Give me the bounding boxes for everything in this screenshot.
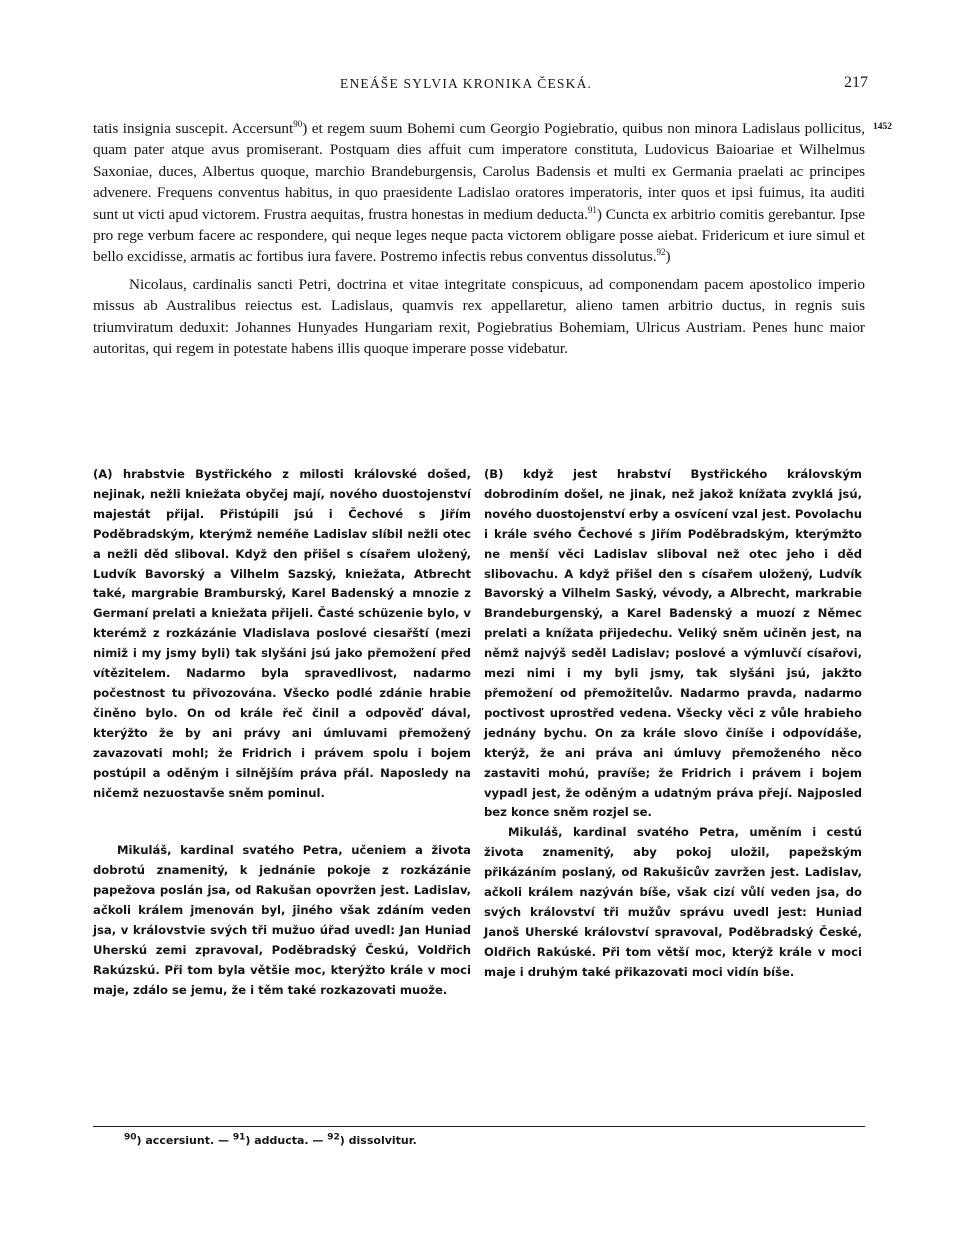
footnote-text-90: ) accersiunt. — (136, 1134, 233, 1147)
latin-p1-text-4: ) (665, 248, 671, 266)
column-a-paragraph-2: Mikuláš, kardinal svatého Petra, učeniem a života dobrotú znamenitý, k jednánie pokoje z rozkázánie papežova poslán jsa, od Rakušan opovržen jest. Ladislav, ačkoli králem jmenován byl, jiného však zdáním veden jsa, v královstvie svých tři mužuo úřad uvedl: Jan Huniad Uherskú zemi zpravoval, Poděbradský Českú, Voldřich Rakúzskú. Při tom byla většie moc, kterýžto krále v moci maje, zdálo se jemu, že i těm také rozkazovati muože. (93, 843, 471, 997)
latin-paragraph-1 (93, 118, 865, 268)
page-number: 217 (844, 74, 868, 91)
footnote-ref-92: 92 (656, 247, 666, 258)
footnote-text-92: ) dissolvitur. (339, 1134, 417, 1147)
column-b-paragraph-1 (484, 465, 862, 823)
footnote-divider (93, 1126, 865, 1127)
latin-text (93, 118, 865, 359)
footnote-number-90: 90 (124, 1132, 137, 1143)
column-a-paragraph-1 (93, 465, 471, 803)
column-a-text-1: hrabstvie Bystřického z milosti královské došed, nejinak, nežli kniežata obyčej mají, nového duostojenství majestát přijal. Přistúpili jsú i Čechové s Jiřím Poděbradským, kterýmž neméňe Ladislav slíbil nežli otec a nežli děd sliboval. Když den přišel s císařem uložený, Ludvík Bavorský a Vilhelm Sazský, kniežata, Atbrecht také, margrabie Bramburský, Karel Badenský a mnozie z Germaní prelati a kniežata přijeli. Časté schüzenie bylo, v kterémž z rozkázánie Vladislava poslové ciesařští (mezi nimiž i my jsmy byli) tak slyšáni jsú jako přemožení před vítězitelem. Nadarmo byla spravedlivost, nadarmo počestnost tu přivozována. Všecko podlé zdánie hrabie činěno bylo. On od krále řeč činil a odpověď dával, kterýžto že by ani právy ani úmluvami přemožený zavazovati mohl; že Fridrich i právem spolu i bojem postúpil a oděným i silnějším práva přál. Naposledy na ničemž nezuostavše sněm pominul. (93, 467, 472, 800)
czech-column-a (93, 465, 471, 1001)
column-b-paragraph-2: Mikuláš, kardinal svatého Petra, uměním i cestú života znamenitý, aby pokoj uložil, papežským přikázáním poslaný, od Rakušicův zavržen jest. Ladislav, ačkoli králem nazýván bíše, však cizí vůlí veden jsa, do svých království tři mužův správu uvedl jest: Huniad Janoš Uherské království spravoval, Poděbradský České, Oldřich Rakúské. Při tom větší moc, kterýž krále v moci maje i druhým také přikazovati moci vidín bíše. (484, 825, 862, 979)
footnote-ref-90: 90 (293, 118, 303, 129)
latin-p1-text-3: ) Cuncta ex arbitrio comitis gerebantur. Ipse pro rege verbum facere ac respondere, qui neque leges neque pacta victorem obligare posse aiebat. Fridericum et iure simul et bello excidisse, armatis ac fortibus iura favere. Postremo infectis rebus conventus dissolutus. (93, 205, 865, 266)
latin-p1-text-2: ) et regem suum Bohemi cum Georgio Pogiebratio, quibus non minora Ladislaus pollicitus, quam pater atque avus promiserant. Postquam dies affuit cum imperatore constituta, Ludovicus Baioariae et Wilhelmus Saxoniae, duces, Albertus quoque, marchio Brandeburgensis, Carolus Badensis et multi ex Germania praelati ac principes advenere. Frequens conventus habitus, in quo praesidente Ladislao oratores imperatoris, inter quos et ipsi fuimus, ita auditi sunt ut victi apud victorem. Frustra aequitas, frustra honestas in medium deducta. (93, 120, 865, 223)
margin-year: 1452 (873, 122, 892, 132)
column-b-marker: (B) (484, 467, 504, 481)
running-title: ENEÁŠE SYLVIA KRONIKA ČESKÁ. (340, 76, 593, 91)
column-a-marker: (A) (93, 467, 113, 481)
latin-p1-text-1: tatis insignia suscepit. Accersunt (93, 120, 294, 137)
footnote-text-91: ) adducta. — (245, 1134, 328, 1147)
czech-column-b (484, 465, 862, 983)
latin-paragraph-2: Nicolaus, cardinalis sancti Petri, doctrina et vitae integritate conspicuus, ad componendam pacem apostolico imperio missus ab Australibus reiectus est. Ladislaus, quamvis rex appellaretur, alieno tamen arbitrio ductus, in regnis suis triumviratum deduxit: Johannes Hunyades Hungariam rexit, Pogiebratius Bohemiam, Ulricus Austriam. Penes hunc maior autoritas, qui regem in potestate habens illis quoque imperare posse videbatur. (93, 275, 865, 358)
footnote-ref-91: 91 (587, 204, 597, 215)
footnote-number-92: 92 (327, 1132, 340, 1143)
column-b-text-1: když jest hrabství Bystřického královským dobrodiním došel, ne jinak, než jakož knížata zvyklá jsú, nového duostojenství erby a osvícení vzal jest. Povolachu i krále svého Čechové s Jiřím Poděbradským, kterýmžto ne menší věci Ladislav sliboval než otec jeho i děd slibovachu. A když přišel den s císařem uložený, Ludvík Bavorský a Vilhelm Saský, vévody, a Albrecht, markrabie Brandeburgenský, a Karel Badenský a muozí z Němec prelati a knížata přijedechu. Veliký sněm učiněn jest, na němž najvýš seděl Ladislav; poslové a výmluvčí císařovi, mezi nimi i my byli jsmy, tak slyšáni jsú, jakžto přemožení od přemožitelův. Nadarmo pravda, nadarmo poctivost uprostřed vedena. Všecky věci z vůle hrabieho jednány bychu. On za krále slovo činíše i odpovídáše, kterýž, že ani práva ani úmluvy přemoženého něco zastaviti mohú, pravíše; že Fridrich i právem i bojem vypadl jest, že oděným a udatným práva přejí. Najposled bez konce sněm rozjel se. (484, 467, 862, 820)
footnotes (124, 1134, 417, 1147)
footnote-number-91: 91 (232, 1132, 246, 1143)
